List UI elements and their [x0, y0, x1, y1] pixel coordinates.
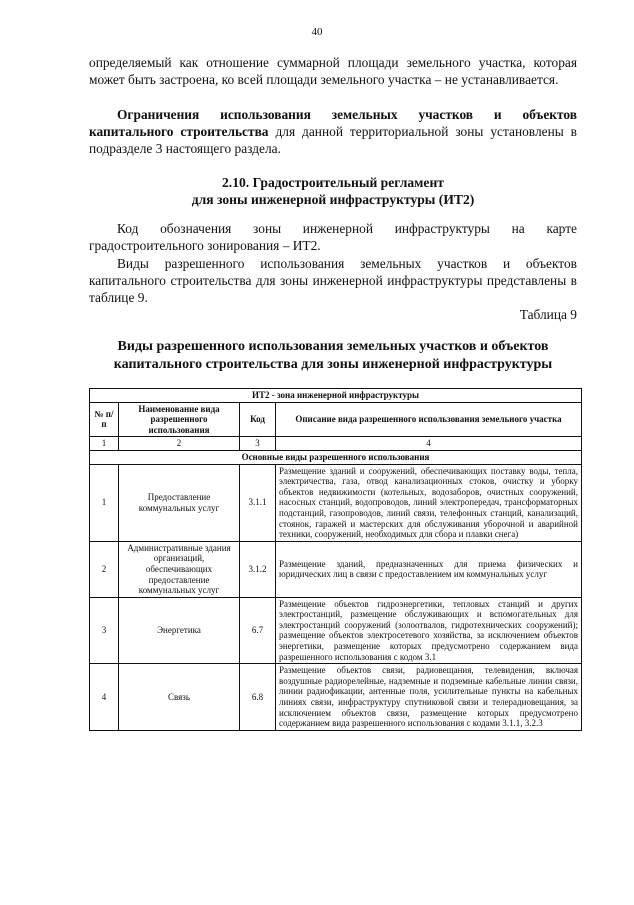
- row-code-cell: 3.1.1: [240, 464, 276, 541]
- table-label: Таблица 9: [519, 307, 577, 322]
- row-code-cell: 6.8: [240, 664, 276, 731]
- zone-header-cell: ИТ2 - зона инженерной инфраструктуры: [90, 389, 582, 403]
- column-header-num: № п/п: [90, 402, 119, 437]
- column-header-desc: Описание вида разрешенного использования земельного участка: [276, 402, 582, 437]
- row-num-cell: 1: [90, 464, 119, 541]
- row-desc-cell: Размещение зданий, предназначенных для приема физических и юридических лиц в связи с предоставлением им коммунальных услуг: [276, 541, 582, 597]
- row-name-cell: Связь: [119, 664, 240, 731]
- paragraph-zone-code: Код обозначения зоны инженерной инфраструктуры на карте градостроительного зонирования – ИТ2.: [89, 221, 577, 253]
- column-index-cell: 1: [90, 437, 119, 451]
- table-title-line-1: Виды разрешенного использования земельных участков и объектов: [117, 339, 549, 354]
- column-header-code: Код: [240, 402, 276, 437]
- row-name-cell: Административные здания организаций, обеспечивающих предоставление коммунальных услуг: [119, 541, 240, 597]
- row-num-cell: 4: [90, 664, 119, 731]
- section-cell-main-uses: Основные виды разрешенного использования: [90, 450, 582, 464]
- row-desc-cell: Размещение зданий и сооружений, обеспечивающих поставку воды, тепла, электричества, газа, отвод канализационных стоков, очистку и уборку объектов недвижимости (котельных, водозаборов, очистных сооружений, насосных станций, водопроводов, линий электропередач, трансформаторных подстанций, газопроводов, линий связи, телефонных станций, канализаций, стоянок, гаражей и мастерских для обслуживания уборочной и аварийной техники, сооружений, необходимых для сбора и плавки снега): [276, 464, 582, 541]
- row-name-cell: Предоставление коммунальных услуг: [119, 464, 240, 541]
- row-num-cell: 2: [90, 541, 119, 597]
- section-heading: [89, 174, 577, 208]
- table-row: [90, 541, 582, 597]
- column-index-cell: 2: [119, 437, 240, 451]
- table-column-index-row: [90, 437, 582, 451]
- row-code-cell: 3.1.2: [240, 541, 276, 597]
- table-title-line-2: капитального строительства для зоны инженерной инфраструктуры: [113, 357, 553, 372]
- paragraph-restrictions: [89, 106, 577, 157]
- table-row: [90, 597, 582, 664]
- paragraph-uses-intro: Виды разрешенного использования земельных участков и объектов капитального строительства для зоны инженерной инфраструктуры представлены в таблице 9.: [89, 256, 577, 305]
- table-section-row: [90, 450, 582, 464]
- row-name-cell: Энергетика: [119, 597, 240, 664]
- column-header-name: Наименование вида разрешенного использования: [119, 402, 240, 437]
- column-index-cell: 4: [276, 437, 582, 451]
- column-index-cell: 3: [240, 437, 276, 451]
- table-row: [90, 664, 582, 731]
- row-desc-cell: Размещение объектов гидроэнергетики, тепловых станций и других электростанций, размещение обслуживающих и вспомогательных для электростанций сооружений (золоотвалов, гидротехнических сооружений); размещение объектов электросетевого хозяйства, за исключением объектов энергетики, размещение которых предусмотрено содержанием вида разрешенного использования с кодом 3.1: [276, 597, 582, 664]
- table-row: [90, 464, 582, 541]
- row-num-cell: 3: [90, 597, 119, 664]
- row-code-cell: 6.7: [240, 597, 276, 664]
- table-zone-header-row: [90, 389, 582, 403]
- section-heading-line-1: 2.10. Градостроительный регламент: [222, 175, 444, 190]
- page-number: 40: [311, 26, 323, 38]
- table-column-header-row: [90, 402, 582, 437]
- row-desc-cell: Размещение объектов связи, радиовещания, телевидения, включая воздушные радиорелейные, надземные и подземные кабельные линии связи, линии радиофикации, антенные поля, усилительные пункты на кабельных линиях связи, инфраструктуру спутниковой связи и телерадиовещания, за исключением объектов связи, размещение которых предусмотрено содержанием вида разрешенного использования с кодами 3.1.1, 3.2.3: [276, 664, 582, 731]
- section-heading-line-2: для зоны инженерной инфраструктуры (ИТ2): [191, 192, 475, 207]
- restrictions-text: для данной территориальной зоны установлены в подразделе 3 настоящего раздела.: [89, 124, 578, 156]
- table-title: [80, 338, 586, 374]
- restrictions-bold-text: Ограничения использования земельных участков и объектов капитального строительства: [89, 107, 577, 139]
- paragraph-continuation: определяемый как отношение суммарной площади земельного участка, которая может быть застроена, ко всей площади земельного участка – не устанавливается.: [89, 55, 577, 87]
- permitted-uses-table: [89, 388, 582, 731]
